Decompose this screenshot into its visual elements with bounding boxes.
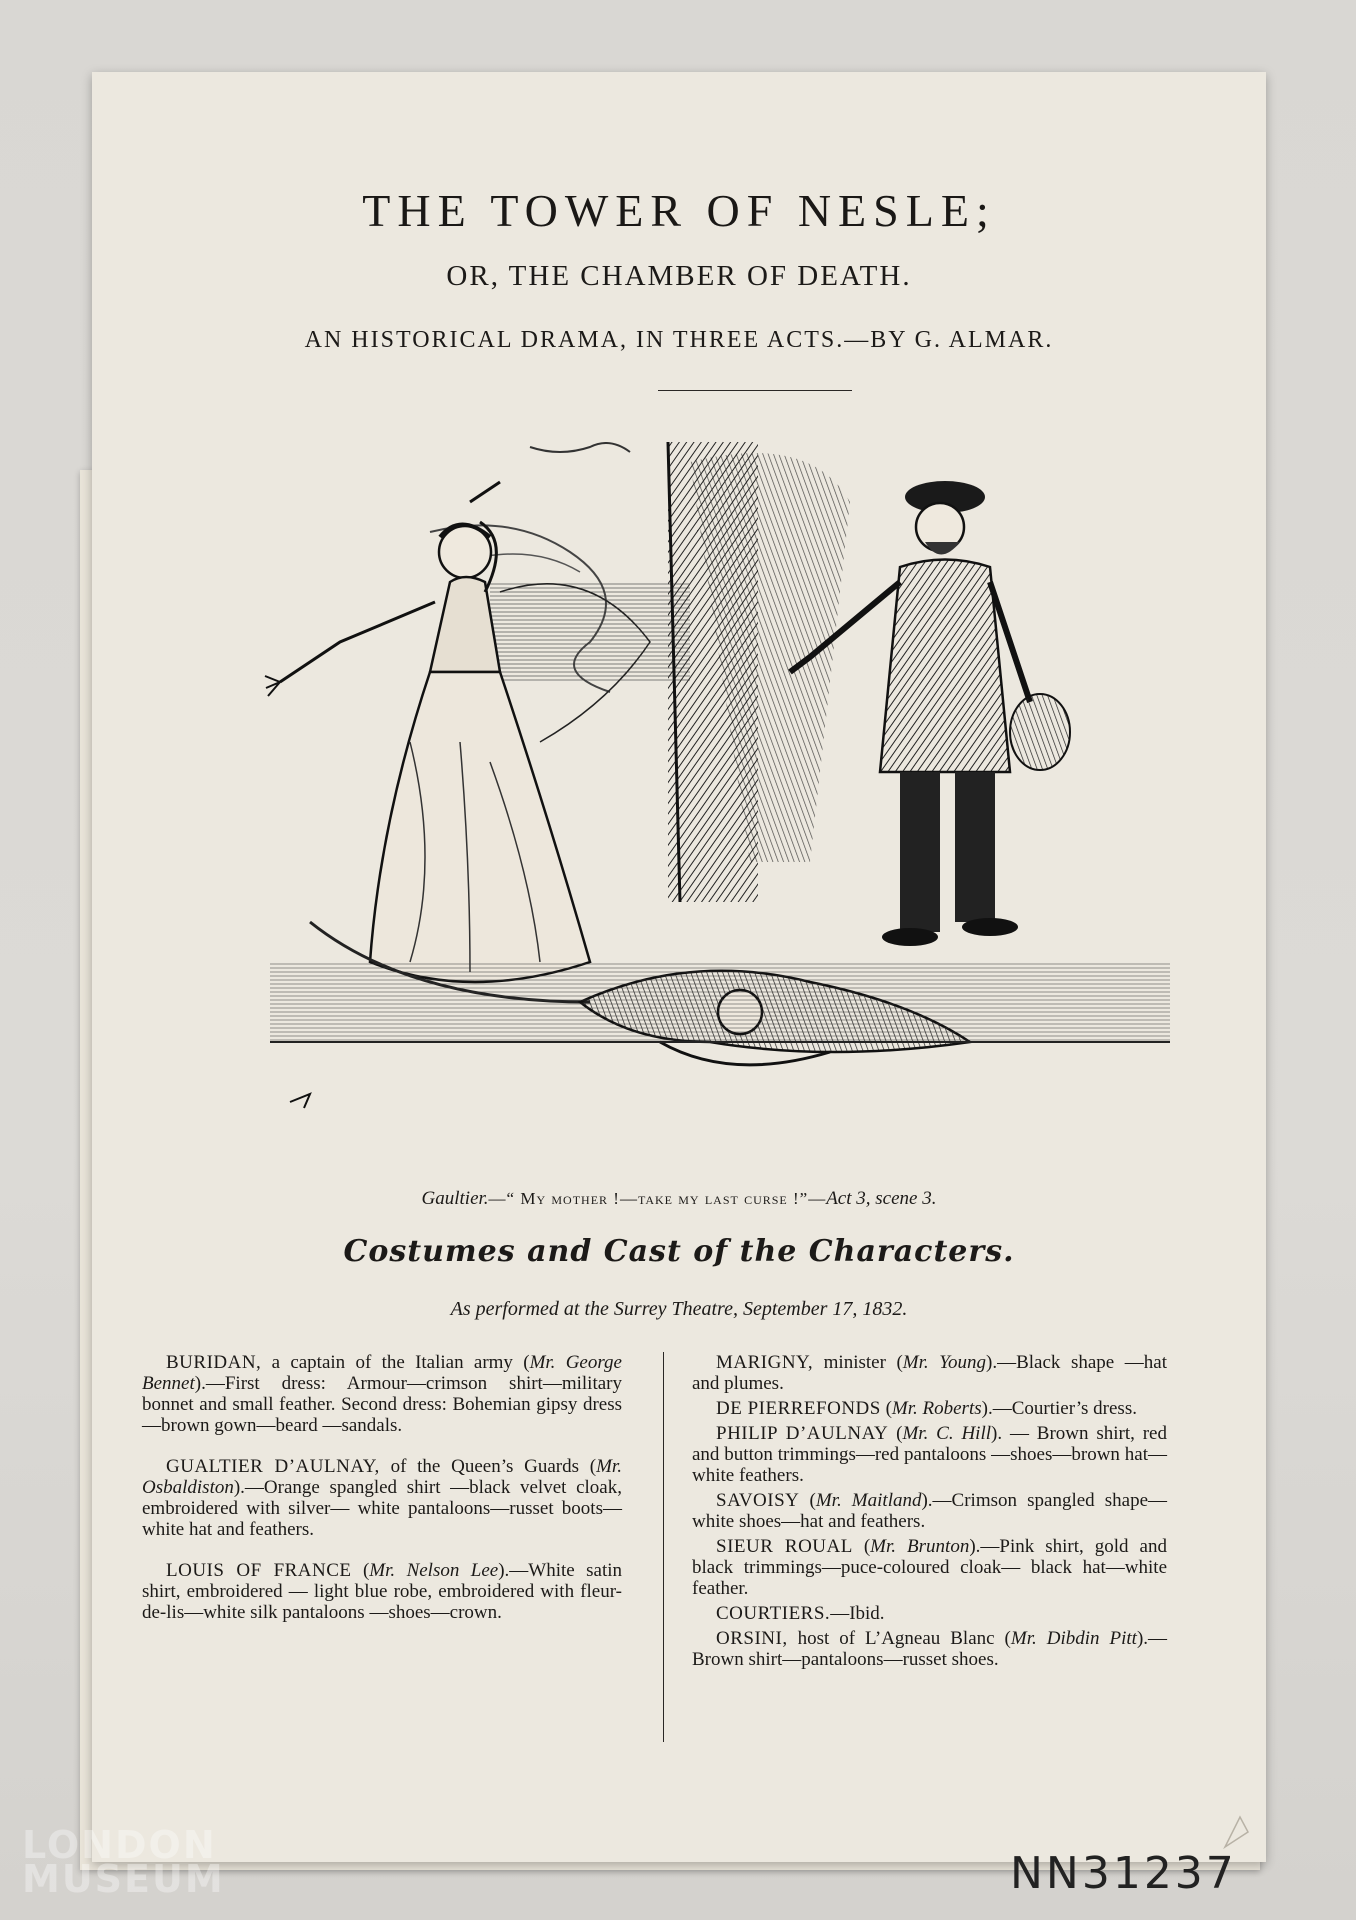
play-subtitle: OR, THE CHAMBER OF DEATH. [446, 260, 912, 292]
floor [270, 962, 1170, 1108]
cast-entry: DE PIERREFONDS (Mr. Roberts).—Courtier’s dress. [716, 1398, 1137, 1419]
cast-entry: PHILIP D’AULNAY (Mr. C. Hill). — Brown shirt, red and button trimmings—red pantaloons —shoes—brown hat—white feathers. [692, 1423, 1167, 1486]
caption-speaker: Gaultier. [421, 1188, 489, 1209]
cast-entry: SAVOISY (Mr. Maitland).—Crimson spangled shape—white shoes—hat and feathers. [692, 1490, 1168, 1532]
cast-entry: BURIDAN, a captain of the Italian army (Mr. George Bennet).—First dress: Armour—crimson shirt—military bonnet and small feather. Second dress: Bohemian gipsy dress—brown gown—beard —sandals. [142, 1352, 622, 1436]
woman-figure [265, 482, 650, 1002]
cast-column-right [692, 1352, 1167, 1674]
cast-entry: COURTIERS.—Ibid. [716, 1603, 885, 1624]
cast-entry: SIEUR ROUAL (Mr. Brunton).—Pink shirt, gold and black trimmings—puce-coloured cloak— black hat—white feather. [692, 1536, 1167, 1599]
cast-entry: ORSINI, host of L’Agneau Blanc (Mr. Dibdin Pitt).—Brown shirt—pantaloons—russet shoes. [692, 1628, 1168, 1670]
cast-entry: GUALTIER D’AULNAY, of the Queen’s Guards (Mr. Osbaldiston).—Orange spangled shirt —black velvet cloak, embroidered with silver— white pantaloons—russet boots—white hat and feathers. [142, 1456, 622, 1540]
page-corner-mark [1220, 1812, 1250, 1852]
caption-quote: —“ My mother !—take my last curse !”— [488, 1189, 827, 1208]
accession-number: NN31237 [1010, 1848, 1237, 1899]
title-rule [658, 390, 852, 391]
column-divider [663, 1352, 664, 1742]
section-heading: Costumes and Cast of the Characters. [343, 1234, 1015, 1269]
doorway [668, 442, 850, 902]
performance-note: As performed at the Surrey Theatre, September 17, 1832. [450, 1298, 908, 1320]
cast-entry: LOUIS OF FRANCE (Mr. Nelson Lee).—White satin shirt, embroidered — light blue robe, embroidered with fleur-de-lis—white silk pantaloons —shoes—crown. [142, 1560, 623, 1623]
museum-watermark: LONDON MUSEUM [22, 1823, 225, 1901]
playbill-page [92, 72, 1266, 1862]
caption-reference: Act 3, scene 3. [826, 1188, 937, 1209]
play-byline: AN HISTORICAL DRAMA, IN THREE ACTS.—BY G. ALMAR. [304, 327, 1054, 353]
cast-column-left [142, 1352, 622, 1643]
engraving-illustration [210, 442, 1210, 1242]
illustration-caption [92, 1188, 1266, 1210]
play-title: THE TOWER OF NESLE; [362, 185, 996, 236]
cast-entry: MARIGNY, minister (Mr. Young).—Black shape —hat and plumes. [692, 1352, 1167, 1394]
